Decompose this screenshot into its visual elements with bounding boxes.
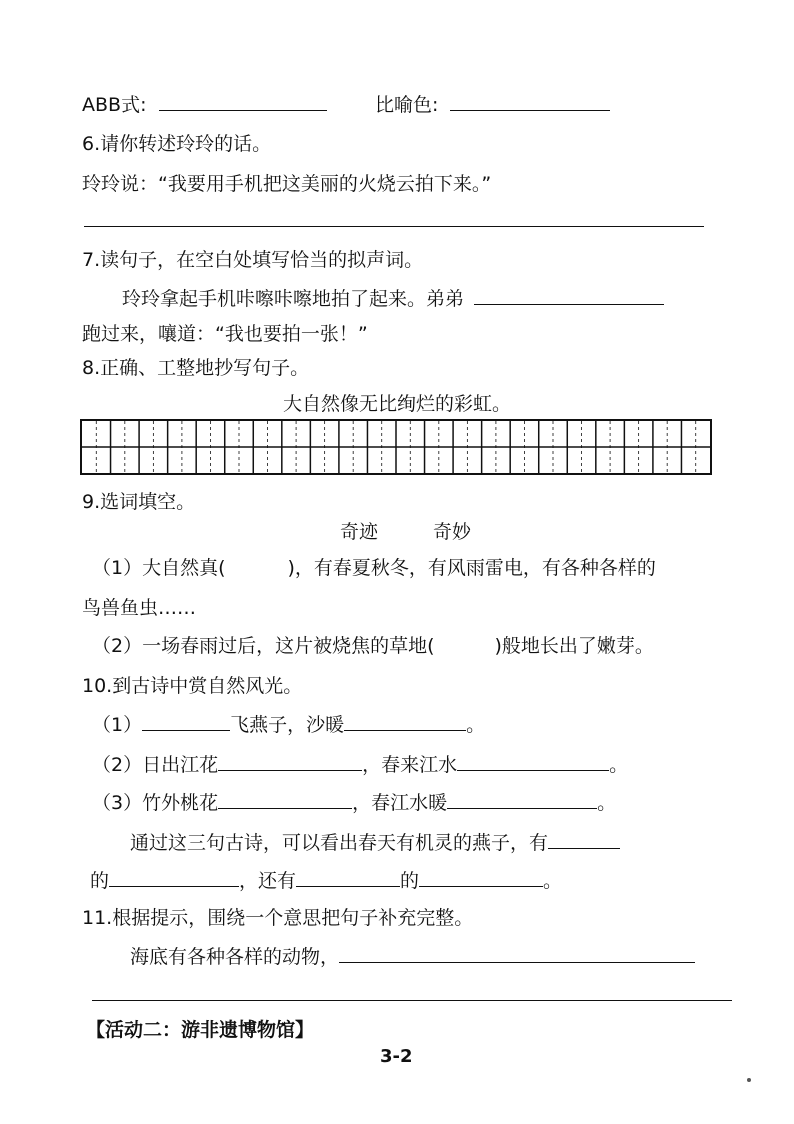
q9-sentence-1 (92, 556, 656, 580)
q10-sum-text-b: 的 (90, 870, 110, 892)
q10-sum-text-a: 通过这三句古诗，可以看出春天有机灵的燕子，有 (130, 832, 549, 854)
q7-title: 7.读句子，在空白处填写恰当的拟声词。 (82, 249, 424, 271)
q10-p3-blank-2[interactable] (447, 790, 597, 809)
page-number: 3-2 (380, 1046, 413, 1067)
q9-s1-cont: 鸟兽鱼虫…… (82, 597, 197, 619)
q10-p3-end: 。 (597, 792, 617, 814)
q10-p2-text-b: ，春来江水 (362, 754, 458, 776)
q10-p2-blank-1[interactable] (218, 752, 362, 771)
q11-blank-2[interactable] (92, 1000, 732, 1001)
q10-p3-blank-1[interactable] (218, 790, 352, 809)
q7-line2: 跑过来，嚷道：“我也要拍一张！” (82, 323, 368, 345)
q10-sum-blank-1[interactable] (548, 830, 620, 849)
simile-color-blank[interactable] (450, 92, 610, 111)
q10-p1-num: （1） (92, 714, 143, 736)
q10-p3-text-b: ，春江水暖 (352, 792, 448, 814)
q9-s1-part-b: )，有春夏秋冬，有风雨雷电，有各种各样的 (287, 557, 656, 579)
q7-line1-text: 玲玲拿起手机咔嚓咔嚓地拍了起来。弟弟 (122, 288, 465, 310)
q10-p1-blank-2[interactable] (344, 712, 466, 731)
simile-color-row (375, 92, 610, 117)
q10-summary-1 (130, 830, 620, 855)
q6-title: 6.请你转述玲玲的话。 (82, 133, 272, 155)
q10-poem-3 (92, 790, 616, 815)
q11-blank-1[interactable] (339, 944, 695, 963)
q6-quote: 玲玲说：“我要用手机把这美丽的火烧云拍下来。” (82, 173, 492, 195)
q10-title: 10.到古诗中赏自然风光。 (82, 675, 303, 697)
simile-color-label: 比喻色: (375, 94, 439, 116)
q6-answer-line[interactable] (84, 226, 704, 227)
q9-title: 9.选词填空。 (82, 491, 196, 513)
q10-sum-text-d: 的 (400, 870, 420, 892)
q11-line1 (130, 944, 695, 969)
q10-p1-text: 飞燕子，沙暖 (230, 714, 345, 736)
q9-s2-part-a: （2）一场春雨过后，这片被烧焦的草地( (92, 635, 435, 657)
q10-p2-text-a: （2）日出江花 (92, 754, 219, 776)
q11-stem: 海底有各种各样的动物， (130, 946, 340, 968)
q10-sum-blank-3[interactable] (296, 868, 400, 887)
q10-sum-blank-4[interactable] (419, 868, 543, 887)
q10-poem-2 (92, 752, 628, 777)
q9-sentence-2 (92, 634, 654, 658)
q10-p3-text-a: （3）竹外桃花 (92, 792, 219, 814)
copy-grid[interactable] (80, 419, 712, 475)
q8-title: 8.正确、工整地抄写句子。 (82, 357, 310, 379)
activity-two-heading: 【活动二：游非遗博物馆】 (86, 1019, 315, 1041)
q11-title: 11.根据提示，围绕一个意思把句子补充完整。 (82, 907, 474, 929)
q7-onomatopoeia-blank[interactable] (474, 286, 664, 305)
abb-blank[interactable] (159, 92, 327, 111)
q10-summary-2 (90, 868, 562, 893)
abb-row (82, 92, 327, 117)
q8-sentence: 大自然像无比绚烂的彩虹。 (282, 393, 511, 415)
q10-sum-text-c: ，还有 (239, 870, 297, 892)
q10-p2-end: 。 (609, 754, 629, 776)
q10-p1-end: 。 (466, 714, 486, 736)
q9-s1-part-a: （1）大自然真( (92, 557, 226, 579)
q10-sum-blank-2[interactable] (109, 868, 239, 887)
q10-poem-1 (92, 712, 485, 737)
abb-label: ABB式: (82, 94, 147, 116)
q9-word-1: 奇迹 (340, 521, 379, 543)
q10-p2-blank-2[interactable] (457, 752, 609, 771)
q9-word-2: 奇妙 (433, 521, 472, 543)
q10-sum-end: 。 (543, 870, 563, 892)
q9-s2-part-b: )般地长出了嫩芽。 (494, 635, 654, 657)
copy-grid-lines (82, 421, 710, 473)
scan-speck (747, 1078, 751, 1082)
q7-line1 (122, 286, 664, 311)
q10-p1-blank-1[interactable] (142, 712, 230, 731)
